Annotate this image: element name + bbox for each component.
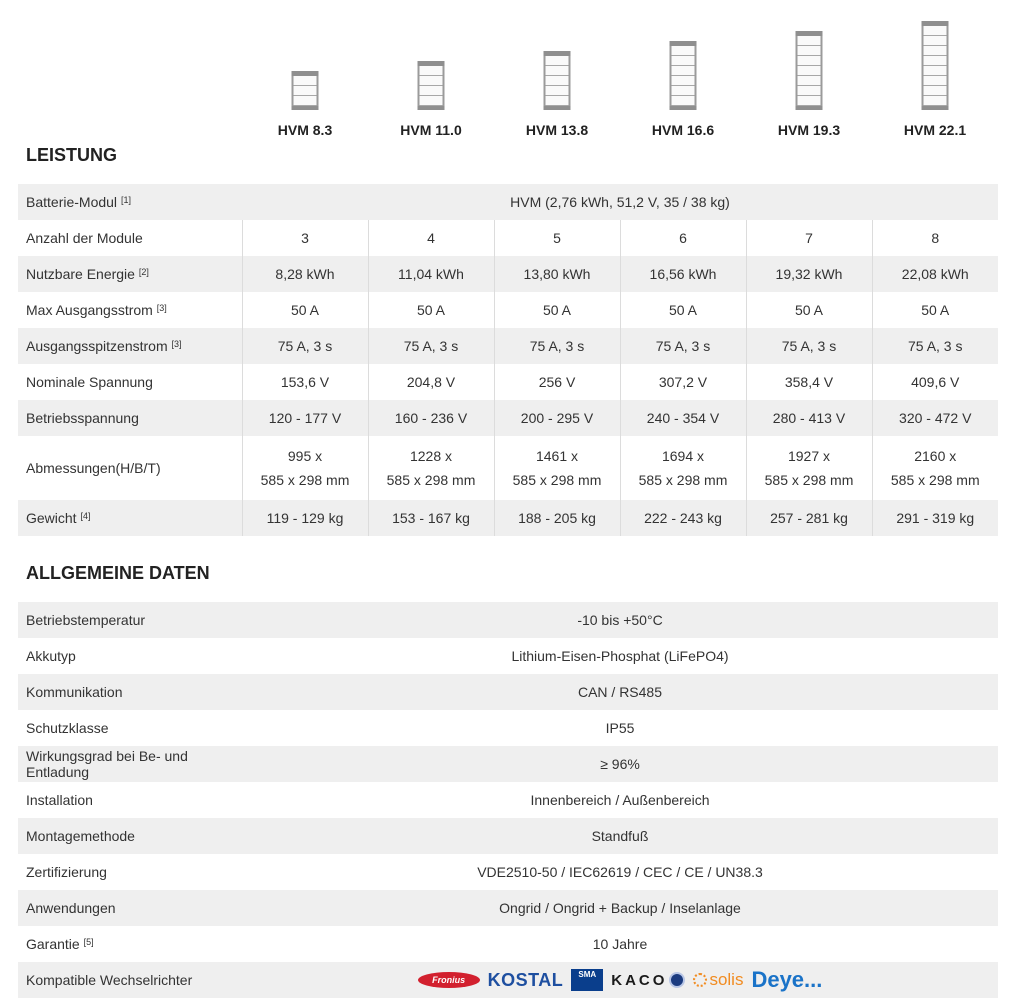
row-label: Max Ausgangsstrom [3] bbox=[26, 302, 167, 318]
table-row bbox=[18, 638, 998, 674]
model-name: HVM 8.3 bbox=[277, 122, 333, 138]
row-value: CAN / RS485 bbox=[242, 674, 998, 710]
cell-value: 8,28 kWh bbox=[242, 256, 368, 292]
row-label: Zertifizierung bbox=[26, 864, 107, 880]
table-row bbox=[18, 220, 998, 256]
model-hvm-19-3 bbox=[746, 0, 872, 150]
cell-value: 6 bbox=[620, 220, 746, 256]
table-row bbox=[18, 328, 998, 364]
cell-value: 1694 x 585 x 298 mm bbox=[620, 436, 746, 500]
inverter-logos bbox=[242, 962, 998, 998]
table-row bbox=[18, 674, 998, 710]
deye-logo: Deye... bbox=[751, 967, 823, 992]
battery-stack-icon bbox=[544, 51, 571, 110]
cell-value: 1927 x 585 x 298 mm bbox=[746, 436, 872, 500]
table-row bbox=[18, 364, 998, 400]
model-name: HVM 16.6 bbox=[651, 122, 715, 138]
cell-value: 280 - 413 V bbox=[746, 400, 872, 436]
cell-value: 50 A bbox=[368, 292, 494, 328]
row-label: Abmessungen(H/B/T) bbox=[26, 460, 161, 476]
table-row bbox=[18, 400, 998, 436]
row-label: Betriebstemperatur bbox=[18, 602, 242, 638]
cell-value: 50 A bbox=[242, 292, 368, 328]
cell-value: 120 - 177 V bbox=[242, 400, 368, 436]
model-hvm-16-6 bbox=[620, 0, 746, 150]
model-hvm-22-1 bbox=[872, 0, 998, 150]
cell-value: 11,04 kWh bbox=[368, 256, 494, 292]
cell-value: 75 A, 3 s bbox=[620, 328, 746, 364]
cell-value: 75 A, 3 s bbox=[242, 328, 368, 364]
table-row bbox=[18, 746, 998, 782]
cell-value: 307,2 V bbox=[620, 364, 746, 400]
cell-value: 1461 x 585 x 298 mm bbox=[494, 436, 620, 500]
table-row bbox=[18, 256, 998, 292]
cell-value: 153 - 167 kg bbox=[368, 500, 494, 536]
model-name: HVM 22.1 bbox=[903, 122, 967, 138]
row-label: Kommunikation bbox=[18, 674, 242, 710]
cell-value: 222 - 243 kg bbox=[620, 500, 746, 536]
cell-value: 188 - 205 kg bbox=[494, 500, 620, 536]
row-value: Lithium-Eisen-Phosphat (LiFePO4) bbox=[511, 648, 729, 664]
row-label: Nutzbare Energie [2] bbox=[18, 256, 242, 292]
row-value: -10 bis +50°C bbox=[242, 602, 998, 638]
table-row bbox=[18, 184, 998, 220]
cell-value: 4 bbox=[368, 220, 494, 256]
row-value: Standfuß bbox=[242, 818, 998, 854]
row-label: Garantie [5] bbox=[26, 936, 94, 952]
row-label: Installation bbox=[26, 792, 93, 808]
table-row bbox=[18, 782, 998, 818]
cell-value: 19,32 kWh bbox=[746, 256, 872, 292]
model-name: HVM 19.3 bbox=[777, 122, 841, 138]
cell-value: 257 - 281 kg bbox=[746, 500, 872, 536]
cell-value: 75 A, 3 s bbox=[368, 328, 494, 364]
cell-value: 13,80 kWh bbox=[494, 256, 620, 292]
row-label: Kompatible Wechselrichter bbox=[18, 962, 242, 998]
table-row bbox=[18, 926, 998, 962]
model-hvm-11-0 bbox=[368, 0, 494, 150]
row-label: Montagemethode bbox=[18, 818, 242, 854]
cell-value: 75 A, 3 s bbox=[746, 328, 872, 364]
model-hvm-13-8 bbox=[494, 0, 620, 150]
row-label: Gewicht [4] bbox=[18, 500, 242, 536]
model-name: HVM 13.8 bbox=[525, 122, 589, 138]
row-label: Anzahl der Module bbox=[26, 230, 143, 246]
row-value: IP55 bbox=[605, 720, 635, 736]
cell-value: 16,56 kWh bbox=[620, 256, 746, 292]
cell-value: 204,8 V bbox=[368, 364, 494, 400]
row-label: Schutzklasse bbox=[26, 720, 109, 736]
table-row bbox=[18, 602, 998, 638]
leistung-table bbox=[18, 184, 998, 536]
row-label: Batterie-Modul [1] bbox=[18, 184, 242, 220]
battery-stack-icon bbox=[670, 41, 697, 110]
cell-value: 153,6 V bbox=[242, 364, 368, 400]
cell-value: 1228 x 585 x 298 mm bbox=[368, 436, 494, 500]
cell-value: 50 A bbox=[872, 292, 998, 328]
row-value: 10 Jahre bbox=[592, 936, 648, 952]
cell-value: 50 A bbox=[746, 292, 872, 328]
sma-logo: SMA bbox=[571, 969, 603, 991]
section-title-leistung: LEISTUNG bbox=[26, 145, 118, 165]
row-label: Betriebsspannung bbox=[18, 400, 242, 436]
table-row bbox=[18, 710, 998, 746]
row-value: VDE2510-50 / IEC62619 / CEC / CE / UN38.3 bbox=[477, 864, 763, 880]
model-header bbox=[0, 0, 1020, 150]
cell-value: 119 - 129 kg bbox=[242, 500, 368, 536]
row-value: HVM (2,76 kWh, 51,2 V, 35 / 38 kg) bbox=[242, 184, 998, 220]
row-value: Ongrid / Ongrid + Backup / Inselanlage bbox=[242, 890, 998, 926]
cell-value: 291 - 319 kg bbox=[872, 500, 998, 536]
row-label: Nominale Spannung bbox=[26, 374, 153, 390]
cell-value: 50 A bbox=[494, 292, 620, 328]
cell-value: 160 - 236 V bbox=[368, 400, 494, 436]
row-label: Ausgangsspitzenstrom [3] bbox=[18, 328, 242, 364]
table-row bbox=[18, 818, 998, 854]
table-row bbox=[18, 854, 998, 890]
model-hvm-8-3 bbox=[242, 0, 368, 150]
row-label: Wirkungsgrad bei Be- und Entladung bbox=[18, 746, 242, 782]
table-row bbox=[18, 890, 998, 926]
battery-stack-icon bbox=[796, 31, 823, 110]
battery-stack-icon bbox=[418, 61, 445, 110]
cell-value: 75 A, 3 s bbox=[494, 328, 620, 364]
cell-value: 3 bbox=[242, 220, 368, 256]
cell-value: 7 bbox=[746, 220, 872, 256]
allgemeine-daten-table bbox=[18, 602, 998, 998]
cell-value: 50 A bbox=[620, 292, 746, 328]
cell-value: 256 V bbox=[494, 364, 620, 400]
battery-stack-icon bbox=[292, 71, 319, 110]
cell-value: 5 bbox=[494, 220, 620, 256]
table-row bbox=[18, 962, 998, 998]
fronius-logo: Fronius bbox=[418, 972, 480, 988]
cell-value: 200 - 295 V bbox=[494, 400, 620, 436]
row-label: Akkutyp bbox=[26, 648, 76, 664]
cell-value: 75 A, 3 s bbox=[872, 328, 998, 364]
kaco-logo: KACO bbox=[611, 972, 685, 989]
kostal-logo: KOSTAL bbox=[487, 969, 564, 990]
cell-value: 320 - 472 V bbox=[872, 400, 998, 436]
row-value: Innenbereich / Außenbereich bbox=[530, 792, 710, 808]
cell-value: 22,08 kWh bbox=[872, 256, 998, 292]
row-value: ≥ 96% bbox=[242, 746, 998, 782]
cell-value: 995 x 585 x 298 mm bbox=[242, 436, 368, 500]
sun-icon bbox=[693, 973, 707, 987]
cell-value: 358,4 V bbox=[746, 364, 872, 400]
solis-logo: solis bbox=[693, 970, 743, 990]
table-row bbox=[18, 292, 998, 328]
model-name: HVM 11.0 bbox=[400, 122, 462, 138]
section-title-allgemeine-daten: ALLGEMEINE DATEN bbox=[26, 563, 210, 583]
battery-stack-icon bbox=[922, 21, 949, 110]
table-row bbox=[18, 436, 998, 500]
cell-value: 2160 x 585 x 298 mm bbox=[872, 436, 998, 500]
cell-value: 409,6 V bbox=[872, 364, 998, 400]
row-label: Anwendungen bbox=[18, 890, 242, 926]
cell-value: 240 - 354 V bbox=[620, 400, 746, 436]
cell-value: 8 bbox=[872, 220, 998, 256]
table-row bbox=[18, 500, 998, 536]
